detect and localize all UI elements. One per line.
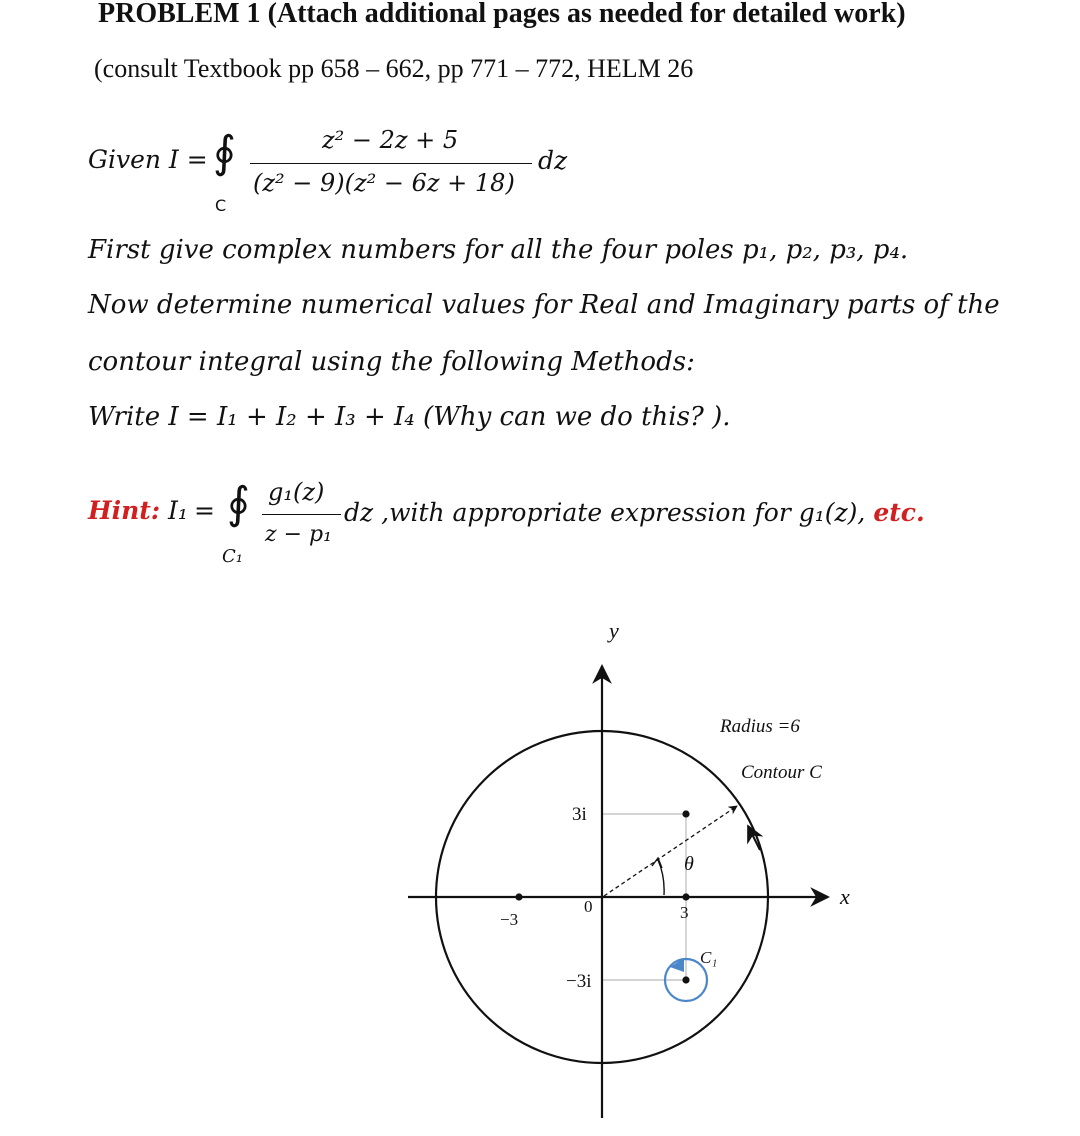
instruction-methods-2: contour integral using the following Methods: — [88, 347, 695, 377]
radius-label: Radius =6 — [720, 716, 800, 737]
label-neg3: −3 — [500, 910, 519, 929]
hint-lhs: I₁ — [160, 496, 188, 525]
given-label: Given I = — [88, 145, 208, 174]
contour-integral-symbol: ∮ — [213, 127, 236, 178]
hint-denominator: z − p₁ — [265, 522, 332, 547]
label-origin: 0 — [584, 897, 593, 916]
contour-subscript: C — [215, 196, 227, 215]
instruction-poles: First give complex numbers for all the four poles p₁, p₂, p₃, p₄. — [88, 235, 909, 265]
hint-rest-text: dz ,with appropriate expression for g₁(z), — [344, 498, 874, 527]
radius-line — [604, 806, 737, 896]
problem-title-note: (Attach additional pages as needed for detailed work) — [260, 0, 906, 29]
pole-3-minus-3i — [682, 976, 689, 983]
hint-contour-subscript: C₁ — [222, 546, 243, 567]
theta-label: θ — [684, 853, 694, 875]
instruction-methods-1: Now determine numerical values for Real and Imaginary parts of the — [88, 290, 1000, 320]
integrand-denominator: (z² − 9)(z² − 6z + 18) — [253, 169, 515, 197]
x-axis-label: x — [840, 884, 850, 909]
integrand-numerator: z² − 2z + 5 — [322, 126, 459, 154]
hint-equals: = — [194, 496, 215, 525]
small-contour-label: C₁ — [700, 948, 718, 967]
y-axis-label: y — [609, 618, 619, 643]
textbook-references: (consult Textbook pp 658 – 662, pp 771 – 772, HELM 26 — [94, 54, 694, 83]
hint-numerator: g₁(z) — [268, 478, 325, 506]
pole-3-plus-3i — [682, 810, 689, 817]
hint-integral-symbol: ∮ — [227, 478, 250, 529]
hint-etc: etc. — [873, 498, 925, 527]
contour-label: Contour C — [741, 762, 822, 783]
differential: dz — [538, 146, 568, 175]
hint-label: Hint: — [88, 496, 161, 525]
pole-neg3 — [515, 893, 522, 900]
label-3i: 3i — [572, 804, 587, 825]
pole-3 — [682, 893, 689, 900]
problem-number: PROBLEM 1 — [98, 0, 261, 29]
instruction-decomposition: Write I = I₁ + I₂ + I₃ + I₄ (Why can we do this? ). — [88, 402, 731, 432]
label-neg3i: −3i — [566, 971, 592, 992]
label-3: 3 — [680, 903, 689, 922]
